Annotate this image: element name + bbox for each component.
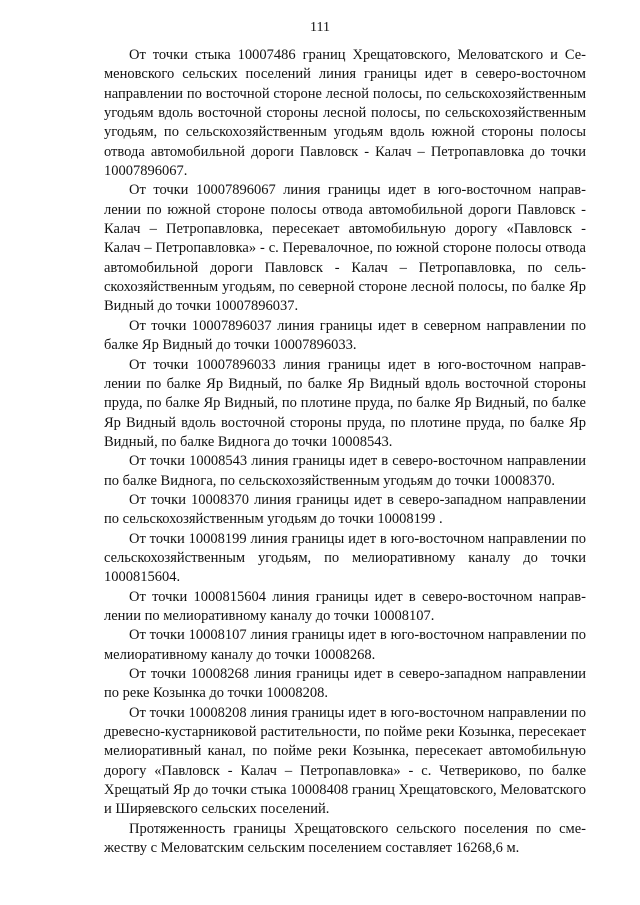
page-number: 111	[310, 20, 330, 35]
paragraph: От точки 10007896033 линия границы идет в юго-восточном направлении по балке Яр Видный, по балке Яр Видный вдоль восточной стороны пруда, по балке Яр Видный, по плотине пруда, по балке Яр Видный, по балке Яр Видный вдоль восточной стороны пруда, по плотине пруда, по балке Яр Видный, по балке Виднога до точки 10008543.	[104, 356, 586, 450]
paragraph: От точки 1000815604 линия границы идет в северо-восточном направлении по мелиоративному каналу до точки 10008107.	[104, 588, 586, 624]
paragraph: От точки 10008268 линия границы идет в северо-западном направлении по реке Козынка до точки 10008208.	[104, 666, 586, 702]
document-body	[104, 46, 586, 858]
paragraph: От точки 10008199 линия границы идет в юго-восточном направлении по сельскохозяйственным угодьям, по мелиоративному каналу до точки 1000815604.	[104, 530, 586, 586]
paragraph: От точки стыка 10007486 границ Хрещатовского, Меловатского и Семеновского сельских поселений линия границы идет в северо-восточном направлении по восточной стороне лесной полосы, по сельскохозяйственным угодьям вдоль восточной стороны лесной полосы, по сельскохозяйственным угодьям, по сельскохозяйственным угодьям вдоль южной стороны полосы отвода автомобильной дороги Павловск - Калач – Петропавловка до точки 10007896067.	[104, 47, 586, 180]
paragraph: От точки 10007896067 линия границы идет в юго-восточном направлении по южной стороне полосы отвода автомобильной дороги Павловск - Калач – Петропавловка, пересекает автомобильную дорогу «Павловск - Калач – Петропавловка» - с. Перевалочное, по южной стороне полосы отвода автомобильной дороги Павловск - Калач – Петропавловка, по сельскохозяйственным угодьям, по северной стороне лесной полосы, по балке Яр Видный до точки 10007896037.	[104, 182, 586, 315]
paragraph: Протяженность границы Хрещатовского сельского поселения по смежеству с Меловатским сельским поселением составляет 16268,6 м.	[104, 820, 586, 857]
paragraph: От точки 10007896037 линия границы идет в северном направлении по балке Яр Видный до точки 10007896033.	[104, 317, 586, 354]
paragraph: От точки 10008370 линия границы идет в северо-западном направлении по сельскохозяйственным угодьям до точки 10008199 .	[104, 491, 586, 528]
paragraph: От точки 10008208 линия границы идет в юго-восточном направлении по древесно-кустарниковой растительности, по пойме реки Козынка, пересекает мелиоративный канал, по пойме реки Козынка, пересекает автомобильную дорогу «Павловск - Калач – Петропавловка» - с. Четвериково, по балке Хрещатый Яр до точки стыка 10008408 границ Хрещатовского, Меловатского и Ширяевского сельских поселений.	[104, 704, 586, 818]
paragraph: От точки 10008107 линия границы идет в юго-восточном направлении по мелиоративному каналу до точки 10008268.	[104, 627, 586, 663]
paragraph: От точки 10008543 линия границы идет в северо-восточном направлении по балке Виднога, по сельскохозяйственным угодьям до точки 10008370.	[104, 453, 586, 489]
